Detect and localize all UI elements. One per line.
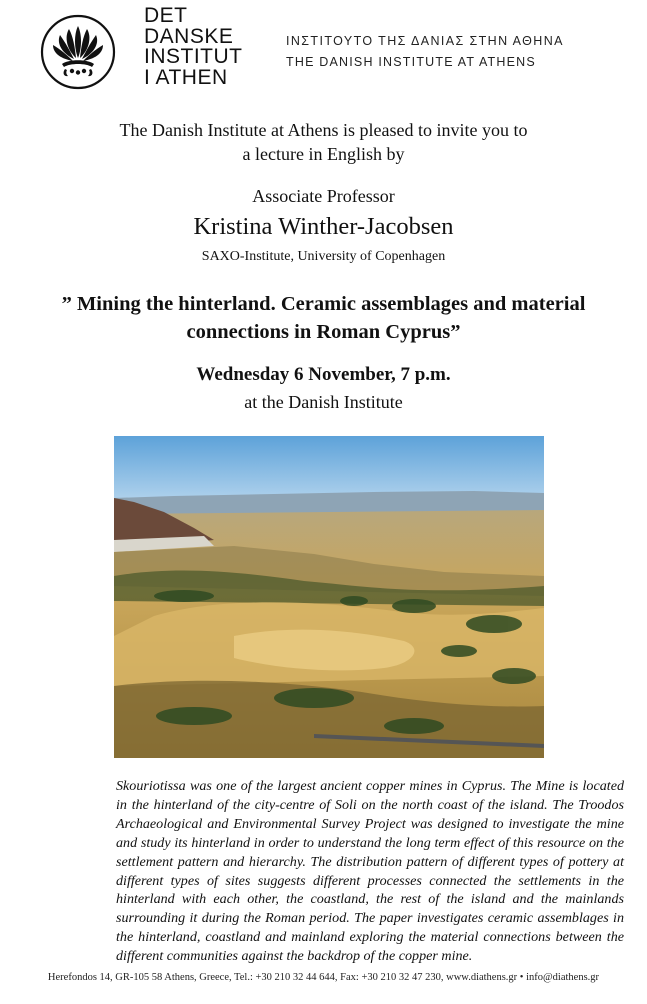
lecture-title [0,290,647,346]
speaker-affiliation: SAXO-Institute, University of Copenhagen [201,249,446,264]
institute-name-greek: ΙΝΣΤΙΤΟΥΤΟ ΤΗΣ ΔΑΝΙΑΣ ΣΤΗΝ ΑΘΗΝΑ [286,34,564,48]
speaker-name: Kristina Winther-Jacobsen [193,213,454,240]
invitation-line: The Danish Institute at Athens is pleased to invite you to [119,120,528,140]
landscape-photo [114,436,544,758]
speaker-role: Associate Professor [252,186,395,206]
lecture-title-line: ” Mining the hinterland. Ceramic assemblages and material [61,293,586,315]
lecture-venue: at the Danish Institute [244,392,403,412]
invitation-text [0,118,647,166]
palmette-logo-icon [40,14,116,90]
lecture-title-line: connections in Roman Cyprus” [186,321,461,343]
institute-line: DET [144,4,188,27]
institute-line: INSTITUT [144,45,243,68]
institute-line: DANSKE [144,24,234,48]
invitation-line: a lecture in English by [242,144,405,164]
header [0,0,647,110]
institute-name-english: THE DANISH INSTITUTE AT ATHENS [286,55,536,69]
institute-line: I ATHEN [144,65,228,89]
lecture-date: Wednesday 6 November, 7 p.m. [196,364,451,385]
lecture-abstract: Skouriotissa was one of the largest ancient copper mines in Cyprus. The Mine is located in the hinterland of the city-centre of Soli on the north coast of the island. The Troodos Archaeological and Environmental Survey Project was designed to investigate the mine and study its hinterland in order to understand the long term effect of this resource on the settlement pattern and hierarchy. The distribution pattern of different types of pottery at different types of sites suggests different processes connected the settlements in the hinterland with each other, the coastland, the rest of the island and the mainlands surrounding it during the Roman period. The paper investigates ceramic assemblages in the hinterland, coastland and mainland exploring the material connections between the different communities against the backdrop of the copper mine. [116,778,624,965]
footer-contact: Herefondos 14, GR-105 58 Athens, Greece, Tel.: +30 210 32 44 644, Fax: +30 210 32 47 230, www.diathens.gr • info@diathens.gr [47,972,600,983]
institute-name-danish [144,6,243,88]
